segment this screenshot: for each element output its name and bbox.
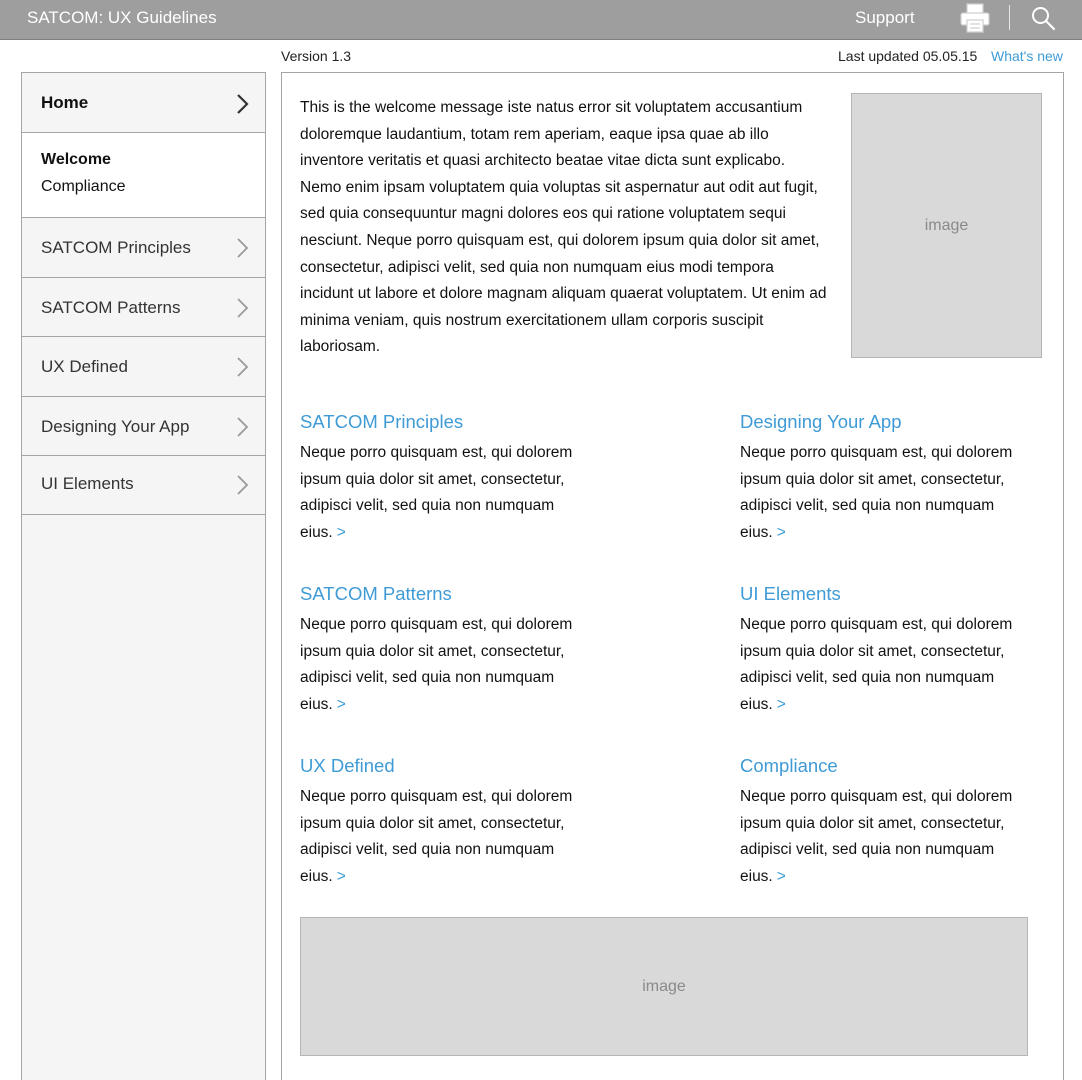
read-more-link[interactable]: > bbox=[776, 867, 786, 885]
image-placeholder-top: image bbox=[851, 93, 1042, 358]
sidebar-subitem-welcome[interactable]: Welcome bbox=[41, 151, 111, 168]
section-compliance bbox=[740, 755, 1040, 890]
read-more-link[interactable]: > bbox=[336, 523, 346, 541]
printer-icon[interactable] bbox=[958, 2, 992, 34]
sidebar-item-satcom-principles[interactable] bbox=[22, 218, 265, 278]
read-more-link[interactable]: > bbox=[336, 695, 346, 713]
section-title-link[interactable]: Designing Your App bbox=[740, 411, 902, 432]
sidebar-subnav bbox=[22, 133, 265, 218]
section-ux-defined bbox=[300, 755, 600, 890]
read-more-link[interactable]: > bbox=[776, 523, 786, 541]
section-body bbox=[740, 440, 1040, 546]
image-placeholder-bottom: image bbox=[300, 917, 1028, 1056]
sidebar-item-home[interactable] bbox=[22, 73, 265, 133]
section-body-text: Neque porro quisquam est, qui dolorem ipsum quia dolor sit amet, consectetur, adipisci velit, sed quia non numquam eius. bbox=[740, 616, 1013, 713]
sidebar-item-label: UX Defined bbox=[41, 357, 128, 376]
section-satcom-principles bbox=[300, 411, 600, 546]
support-link[interactable]: Support bbox=[855, 8, 915, 27]
section-body bbox=[740, 784, 1040, 890]
whats-new-link[interactable]: What's new bbox=[991, 48, 1063, 64]
section-title-link[interactable]: UI Elements bbox=[740, 583, 841, 604]
section-body-text: Neque porro quisquam est, qui dolorem ipsum quia dolor sit amet, consectetur, adipisci velit, sed quia non numquam eius. bbox=[300, 616, 573, 713]
sidebar-item-label: SATCOM Patterns bbox=[41, 298, 181, 317]
sidebar-item-designing-your-app[interactable] bbox=[22, 397, 265, 456]
chevron-right-icon bbox=[234, 92, 250, 116]
section-body-text: Neque porro quisquam est, qui dolorem ipsum quia dolor sit amet, consectetur, adipisci velit, sed quia non numquam eius. bbox=[740, 788, 1013, 885]
app-title: SATCOM: UX Guidelines bbox=[27, 8, 217, 27]
welcome-message: This is the welcome message iste natus error sit voluptatem accusantium doloremque laudantium, totam rem aperiam, eaque ipsa quae ab illo inventore veritatis et quasi architecto beatae vitae dicta sunt explicabo. Nemo enim ipsam voluptatem quia voluptas sit aspernatur aut odit aut fugit, sed quia consequuntur magni dolores eos qui ratione voluptatem sequi nesciunt. Neque porro quisquam est, qui dolorem ipsum quia dolor sit amet, consectetur, adipisci velit, sed quia non numquam eius modi tempora incidunt ut labore et dolore magnam aliquam quaerat voluptatem. Ut enim ad minima veniam, quis nostrum exercitationem ullam corporis suscipit laboriosam. bbox=[300, 99, 827, 356]
sidebar-item-label: SATCOM Principles bbox=[41, 238, 191, 257]
sidebar-item-label: Designing Your App bbox=[41, 417, 190, 436]
sidebar-nav bbox=[21, 72, 266, 1080]
section-body-text: Neque porro quisquam est, qui dolorem ipsum quia dolor sit amet, consectetur, adipisci velit, sed quia non numquam eius. bbox=[300, 788, 573, 885]
section-body-text: Neque porro quisquam est, qui dolorem ipsum quia dolor sit amet, consectetur, adipisci velit, sed quia non numquam eius. bbox=[300, 444, 573, 541]
sidebar-item-satcom-patterns[interactable] bbox=[22, 278, 265, 337]
section-designing-your-app bbox=[740, 411, 1040, 546]
chevron-right-icon bbox=[234, 236, 250, 260]
read-more-link[interactable]: > bbox=[776, 695, 786, 713]
chevron-right-icon bbox=[234, 296, 250, 320]
search-icon[interactable] bbox=[1030, 5, 1056, 31]
section-ui-elements bbox=[740, 583, 1040, 718]
section-body bbox=[300, 612, 600, 718]
section-satcom-patterns bbox=[300, 583, 600, 718]
top-bar bbox=[0, 0, 1082, 40]
section-title-link[interactable]: SATCOM Patterns bbox=[300, 583, 452, 604]
section-body-text: Neque porro quisquam est, qui dolorem ipsum quia dolor sit amet, consectetur, adipisci velit, sed quia non numquam eius. bbox=[740, 444, 1013, 541]
sidebar-item-label: UI Elements bbox=[41, 474, 134, 493]
section-title-link[interactable]: SATCOM Principles bbox=[300, 411, 464, 432]
section-title-link[interactable]: Compliance bbox=[740, 755, 838, 776]
read-more-link[interactable]: > bbox=[336, 867, 346, 885]
last-updated-label: Last updated 05.05.15 bbox=[838, 48, 978, 64]
chevron-right-icon bbox=[234, 355, 250, 379]
main-content bbox=[281, 72, 1064, 1080]
section-title-link[interactable]: UX Defined bbox=[300, 755, 395, 776]
chevron-right-icon bbox=[234, 473, 250, 497]
sidebar-subitem-compliance[interactable]: Compliance bbox=[41, 178, 126, 195]
section-body bbox=[740, 612, 1040, 718]
section-body bbox=[300, 784, 600, 890]
version-label: Version 1.3 bbox=[281, 48, 352, 64]
sidebar-item-label: Home bbox=[41, 93, 89, 112]
sidebar-item-ui-elements[interactable] bbox=[22, 456, 265, 515]
chevron-right-icon bbox=[234, 415, 250, 439]
sidebar-item-ux-defined[interactable] bbox=[22, 337, 265, 397]
section-body bbox=[300, 440, 600, 546]
top-divider bbox=[1009, 5, 1010, 30]
